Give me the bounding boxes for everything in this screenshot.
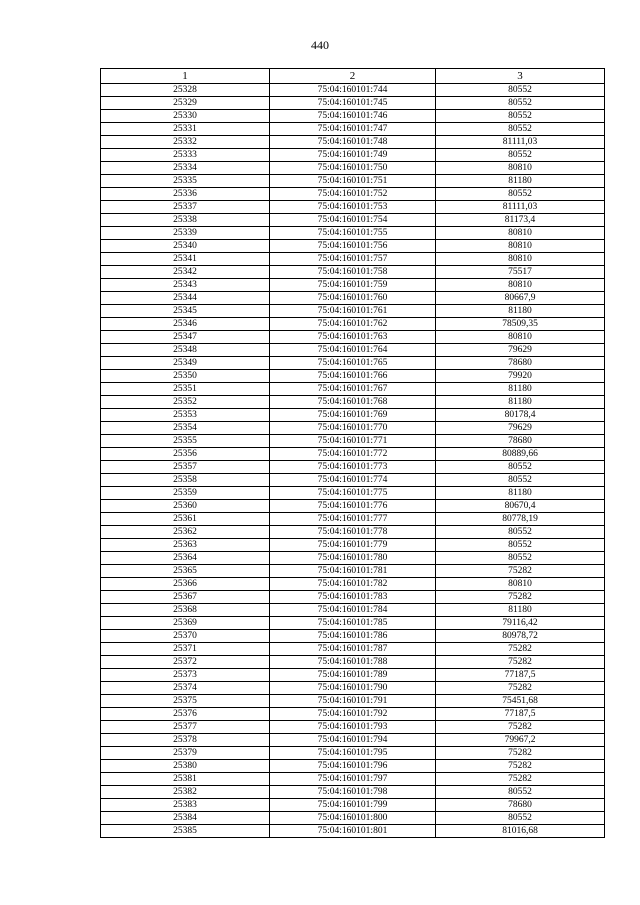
table-body (101, 84, 605, 838)
table-row (101, 162, 605, 175)
table-row (101, 682, 605, 695)
value-cell: 80810 (436, 227, 605, 240)
value-cell: 81180 (436, 175, 605, 188)
cadastral-number-cell: 75:04:160101:747 (270, 123, 436, 136)
value-cell: 81180 (436, 383, 605, 396)
row-number-cell: 25346 (101, 318, 270, 331)
row-number-cell: 25373 (101, 669, 270, 682)
value-cell: 75282 (436, 591, 605, 604)
table-row (101, 539, 605, 552)
value-cell: 80810 (436, 162, 605, 175)
value-cell: 80978,72 (436, 630, 605, 643)
value-cell: 80810 (436, 253, 605, 266)
table-row (101, 188, 605, 201)
cadastral-number-cell: 75:04:160101:762 (270, 318, 436, 331)
table-row (101, 695, 605, 708)
value-cell: 79116,42 (436, 617, 605, 630)
table-row (101, 84, 605, 97)
cadastral-number-cell: 75:04:160101:780 (270, 552, 436, 565)
row-number-cell: 25380 (101, 760, 270, 773)
value-cell: 75451,68 (436, 695, 605, 708)
cadastral-number-cell: 75:04:160101:775 (270, 487, 436, 500)
row-number-cell: 25352 (101, 396, 270, 409)
table-row (101, 136, 605, 149)
table-row (101, 513, 605, 526)
table-row (101, 500, 605, 513)
row-number-cell: 25382 (101, 786, 270, 799)
row-number-cell: 25381 (101, 773, 270, 786)
row-number-cell: 25384 (101, 812, 270, 825)
cadastral-number-cell: 75:04:160101:801 (270, 825, 436, 838)
row-number-cell: 25385 (101, 825, 270, 838)
row-number-cell: 25332 (101, 136, 270, 149)
value-cell: 81016,68 (436, 825, 605, 838)
table-row (101, 357, 605, 370)
cadastral-number-cell: 75:04:160101:798 (270, 786, 436, 799)
table-row (101, 604, 605, 617)
table-row (101, 721, 605, 734)
value-cell: 81180 (436, 487, 605, 500)
row-number-cell: 25378 (101, 734, 270, 747)
row-number-cell: 25347 (101, 331, 270, 344)
value-cell: 79967,2 (436, 734, 605, 747)
table-row (101, 487, 605, 500)
cadastral-number-cell: 75:04:160101:784 (270, 604, 436, 617)
value-cell: 81180 (436, 305, 605, 318)
value-cell: 80552 (436, 123, 605, 136)
table-row (101, 435, 605, 448)
row-number-cell: 25329 (101, 97, 270, 110)
row-number-cell: 25371 (101, 643, 270, 656)
row-number-cell: 25341 (101, 253, 270, 266)
cadastral-number-cell: 75:04:160101:783 (270, 591, 436, 604)
value-cell: 81111,03 (436, 201, 605, 214)
value-cell: 80810 (436, 279, 605, 292)
column-header-1: 1 (101, 69, 270, 84)
cadastral-number-cell: 75:04:160101:748 (270, 136, 436, 149)
cadastral-number-cell: 75:04:160101:771 (270, 435, 436, 448)
table-row (101, 565, 605, 578)
value-cell: 80778,19 (436, 513, 605, 526)
table-row (101, 591, 605, 604)
value-cell: 80552 (436, 812, 605, 825)
row-number-cell: 25361 (101, 513, 270, 526)
cadastral-number-cell: 75:04:160101:767 (270, 383, 436, 396)
table-row (101, 630, 605, 643)
table-row (101, 110, 605, 123)
cadastral-number-cell: 75:04:160101:788 (270, 656, 436, 669)
row-number-cell: 25365 (101, 565, 270, 578)
value-cell: 81111,03 (436, 136, 605, 149)
table-row (101, 448, 605, 461)
cadastral-number-cell: 75:04:160101:757 (270, 253, 436, 266)
row-number-cell: 25333 (101, 149, 270, 162)
row-number-cell: 25340 (101, 240, 270, 253)
value-cell: 80552 (436, 552, 605, 565)
value-cell: 79629 (436, 422, 605, 435)
table-row (101, 214, 605, 227)
table-row (101, 422, 605, 435)
value-cell: 80889,66 (436, 448, 605, 461)
row-number-cell: 25358 (101, 474, 270, 487)
row-number-cell: 25375 (101, 695, 270, 708)
table-row (101, 786, 605, 799)
row-number-cell: 25338 (101, 214, 270, 227)
value-cell: 80552 (436, 84, 605, 97)
cadastral-number-cell: 75:04:160101:796 (270, 760, 436, 773)
table-row (101, 825, 605, 838)
value-cell: 77187,5 (436, 669, 605, 682)
table-row (101, 812, 605, 825)
cadastral-number-cell: 75:04:160101:782 (270, 578, 436, 591)
cadastral-number-cell: 75:04:160101:761 (270, 305, 436, 318)
value-cell: 79920 (436, 370, 605, 383)
cadastral-number-cell: 75:04:160101:769 (270, 409, 436, 422)
value-cell: 75517 (436, 266, 605, 279)
row-number-cell: 25360 (101, 500, 270, 513)
table-row (101, 318, 605, 331)
table-row (101, 669, 605, 682)
cadastral-number-cell: 75:04:160101:778 (270, 526, 436, 539)
cadastral-number-cell: 75:04:160101:744 (270, 84, 436, 97)
value-cell: 78509,35 (436, 318, 605, 331)
value-cell: 75282 (436, 656, 605, 669)
page-number: 440 (311, 38, 329, 52)
table-row (101, 240, 605, 253)
value-cell: 80670,4 (436, 500, 605, 513)
value-cell: 75282 (436, 760, 605, 773)
row-number-cell: 25383 (101, 799, 270, 812)
table-row (101, 617, 605, 630)
table-row (101, 344, 605, 357)
row-number-cell: 25379 (101, 747, 270, 760)
value-cell: 80552 (436, 474, 605, 487)
table-row (101, 175, 605, 188)
cadastral-number-cell: 75:04:160101:754 (270, 214, 436, 227)
row-number-cell: 25337 (101, 201, 270, 214)
cadastral-number-cell: 75:04:160101:764 (270, 344, 436, 357)
cadastral-number-cell: 75:04:160101:749 (270, 149, 436, 162)
table-row (101, 331, 605, 344)
table-row (101, 773, 605, 786)
cadastral-number-cell: 75:04:160101:753 (270, 201, 436, 214)
table-row (101, 552, 605, 565)
cadastral-number-cell: 75:04:160101:756 (270, 240, 436, 253)
cadastral-number-cell: 75:04:160101:797 (270, 773, 436, 786)
row-number-cell: 25330 (101, 110, 270, 123)
cadastral-number-cell: 75:04:160101:759 (270, 279, 436, 292)
value-cell: 78680 (436, 799, 605, 812)
row-number-cell: 25331 (101, 123, 270, 136)
cadastral-number-cell: 75:04:160101:790 (270, 682, 436, 695)
table-row (101, 201, 605, 214)
row-number-cell: 25356 (101, 448, 270, 461)
table-row (101, 799, 605, 812)
value-cell: 75282 (436, 682, 605, 695)
column-header-3: 3 (436, 69, 605, 84)
cadastral-number-cell: 75:04:160101:777 (270, 513, 436, 526)
row-number-cell: 25367 (101, 591, 270, 604)
cadastral-number-cell: 75:04:160101:781 (270, 565, 436, 578)
row-number-cell: 25334 (101, 162, 270, 175)
value-cell: 80810 (436, 578, 605, 591)
row-number-cell: 25345 (101, 305, 270, 318)
row-number-cell: 25344 (101, 292, 270, 305)
row-number-cell: 25359 (101, 487, 270, 500)
value-cell: 80552 (436, 461, 605, 474)
table-row (101, 461, 605, 474)
table-row (101, 253, 605, 266)
cadastral-number-cell: 75:04:160101:746 (270, 110, 436, 123)
table-row (101, 279, 605, 292)
cadastral-number-cell: 75:04:160101:786 (270, 630, 436, 643)
row-number-cell: 25336 (101, 188, 270, 201)
value-cell: 80552 (436, 526, 605, 539)
row-number-cell: 25374 (101, 682, 270, 695)
cadastral-number-cell: 75:04:160101:772 (270, 448, 436, 461)
cadastral-number-cell: 75:04:160101:766 (270, 370, 436, 383)
row-number-cell: 25372 (101, 656, 270, 669)
row-number-cell: 25363 (101, 539, 270, 552)
cadastral-number-cell: 75:04:160101:745 (270, 97, 436, 110)
cadastral-number-cell: 75:04:160101:779 (270, 539, 436, 552)
row-number-cell: 25350 (101, 370, 270, 383)
value-cell: 80810 (436, 240, 605, 253)
table-header-row (101, 69, 605, 84)
table-row (101, 747, 605, 760)
cadastral-number-cell: 75:04:160101:785 (270, 617, 436, 630)
row-number-cell: 25349 (101, 357, 270, 370)
row-number-cell: 25376 (101, 708, 270, 721)
row-number-cell: 25328 (101, 84, 270, 97)
cadastral-number-cell: 75:04:160101:773 (270, 461, 436, 474)
table-row (101, 149, 605, 162)
cadastral-number-cell: 75:04:160101:755 (270, 227, 436, 240)
cadastral-number-cell: 75:04:160101:800 (270, 812, 436, 825)
table-row (101, 123, 605, 136)
cadastral-number-cell: 75:04:160101:750 (270, 162, 436, 175)
value-cell: 81180 (436, 604, 605, 617)
table-row (101, 734, 605, 747)
value-cell: 80810 (436, 331, 605, 344)
value-cell: 75282 (436, 747, 605, 760)
row-number-cell: 25370 (101, 630, 270, 643)
value-cell: 80552 (436, 539, 605, 552)
row-number-cell: 25348 (101, 344, 270, 357)
value-cell: 80552 (436, 786, 605, 799)
cadastral-number-cell: 75:04:160101:787 (270, 643, 436, 656)
table-row (101, 305, 605, 318)
value-cell: 80552 (436, 149, 605, 162)
row-number-cell: 25353 (101, 409, 270, 422)
cadastral-number-cell: 75:04:160101:791 (270, 695, 436, 708)
row-number-cell: 25351 (101, 383, 270, 396)
table-row (101, 97, 605, 110)
table-row (101, 643, 605, 656)
value-cell: 75282 (436, 721, 605, 734)
cadastral-number-cell: 75:04:160101:763 (270, 331, 436, 344)
cadastral-number-cell: 75:04:160101:770 (270, 422, 436, 435)
cadastral-number-cell: 75:04:160101:793 (270, 721, 436, 734)
row-number-cell: 25366 (101, 578, 270, 591)
value-cell: 80552 (436, 110, 605, 123)
row-number-cell: 25362 (101, 526, 270, 539)
value-cell: 81180 (436, 396, 605, 409)
value-cell: 78680 (436, 357, 605, 370)
value-cell: 75282 (436, 773, 605, 786)
cadastral-number-cell: 75:04:160101:789 (270, 669, 436, 682)
cadastral-number-cell: 75:04:160101:765 (270, 357, 436, 370)
value-cell: 80552 (436, 97, 605, 110)
table-row (101, 526, 605, 539)
value-cell: 80552 (436, 188, 605, 201)
row-number-cell: 25377 (101, 721, 270, 734)
table-row (101, 383, 605, 396)
cadastral-number-cell: 75:04:160101:795 (270, 747, 436, 760)
row-number-cell: 25369 (101, 617, 270, 630)
cadastral-number-cell: 75:04:160101:799 (270, 799, 436, 812)
table-row (101, 370, 605, 383)
value-cell: 75282 (436, 643, 605, 656)
row-number-cell: 25364 (101, 552, 270, 565)
cadastral-number-cell: 75:04:160101:776 (270, 500, 436, 513)
value-cell: 78680 (436, 435, 605, 448)
table-row (101, 227, 605, 240)
cadastral-number-cell: 75:04:160101:751 (270, 175, 436, 188)
table-row (101, 760, 605, 773)
row-number-cell: 25357 (101, 461, 270, 474)
table-row (101, 656, 605, 669)
table-row (101, 409, 605, 422)
row-number-cell: 25335 (101, 175, 270, 188)
column-header-2: 2 (270, 69, 436, 84)
row-number-cell: 25354 (101, 422, 270, 435)
row-number-cell: 25343 (101, 279, 270, 292)
table-row (101, 396, 605, 409)
cadastral-number-cell: 75:04:160101:768 (270, 396, 436, 409)
cadastral-number-cell: 75:04:160101:760 (270, 292, 436, 305)
row-number-cell: 25342 (101, 266, 270, 279)
table-row (101, 292, 605, 305)
cadastral-number-cell: 75:04:160101:758 (270, 266, 436, 279)
cadastral-number-cell: 75:04:160101:774 (270, 474, 436, 487)
value-cell: 79629 (436, 344, 605, 357)
value-cell: 75282 (436, 565, 605, 578)
table-row (101, 578, 605, 591)
cadastral-number-cell: 75:04:160101:752 (270, 188, 436, 201)
table-row (101, 266, 605, 279)
row-number-cell: 25368 (101, 604, 270, 617)
row-number-cell: 25355 (101, 435, 270, 448)
row-number-cell: 25339 (101, 227, 270, 240)
table-row (101, 474, 605, 487)
value-cell: 80178,4 (436, 409, 605, 422)
cadastral-number-cell: 75:04:160101:792 (270, 708, 436, 721)
value-cell: 81173,4 (436, 214, 605, 227)
data-table (100, 68, 605, 838)
cadastral-number-cell: 75:04:160101:794 (270, 734, 436, 747)
table-row (101, 708, 605, 721)
value-cell: 80667,9 (436, 292, 605, 305)
value-cell: 77187,5 (436, 708, 605, 721)
